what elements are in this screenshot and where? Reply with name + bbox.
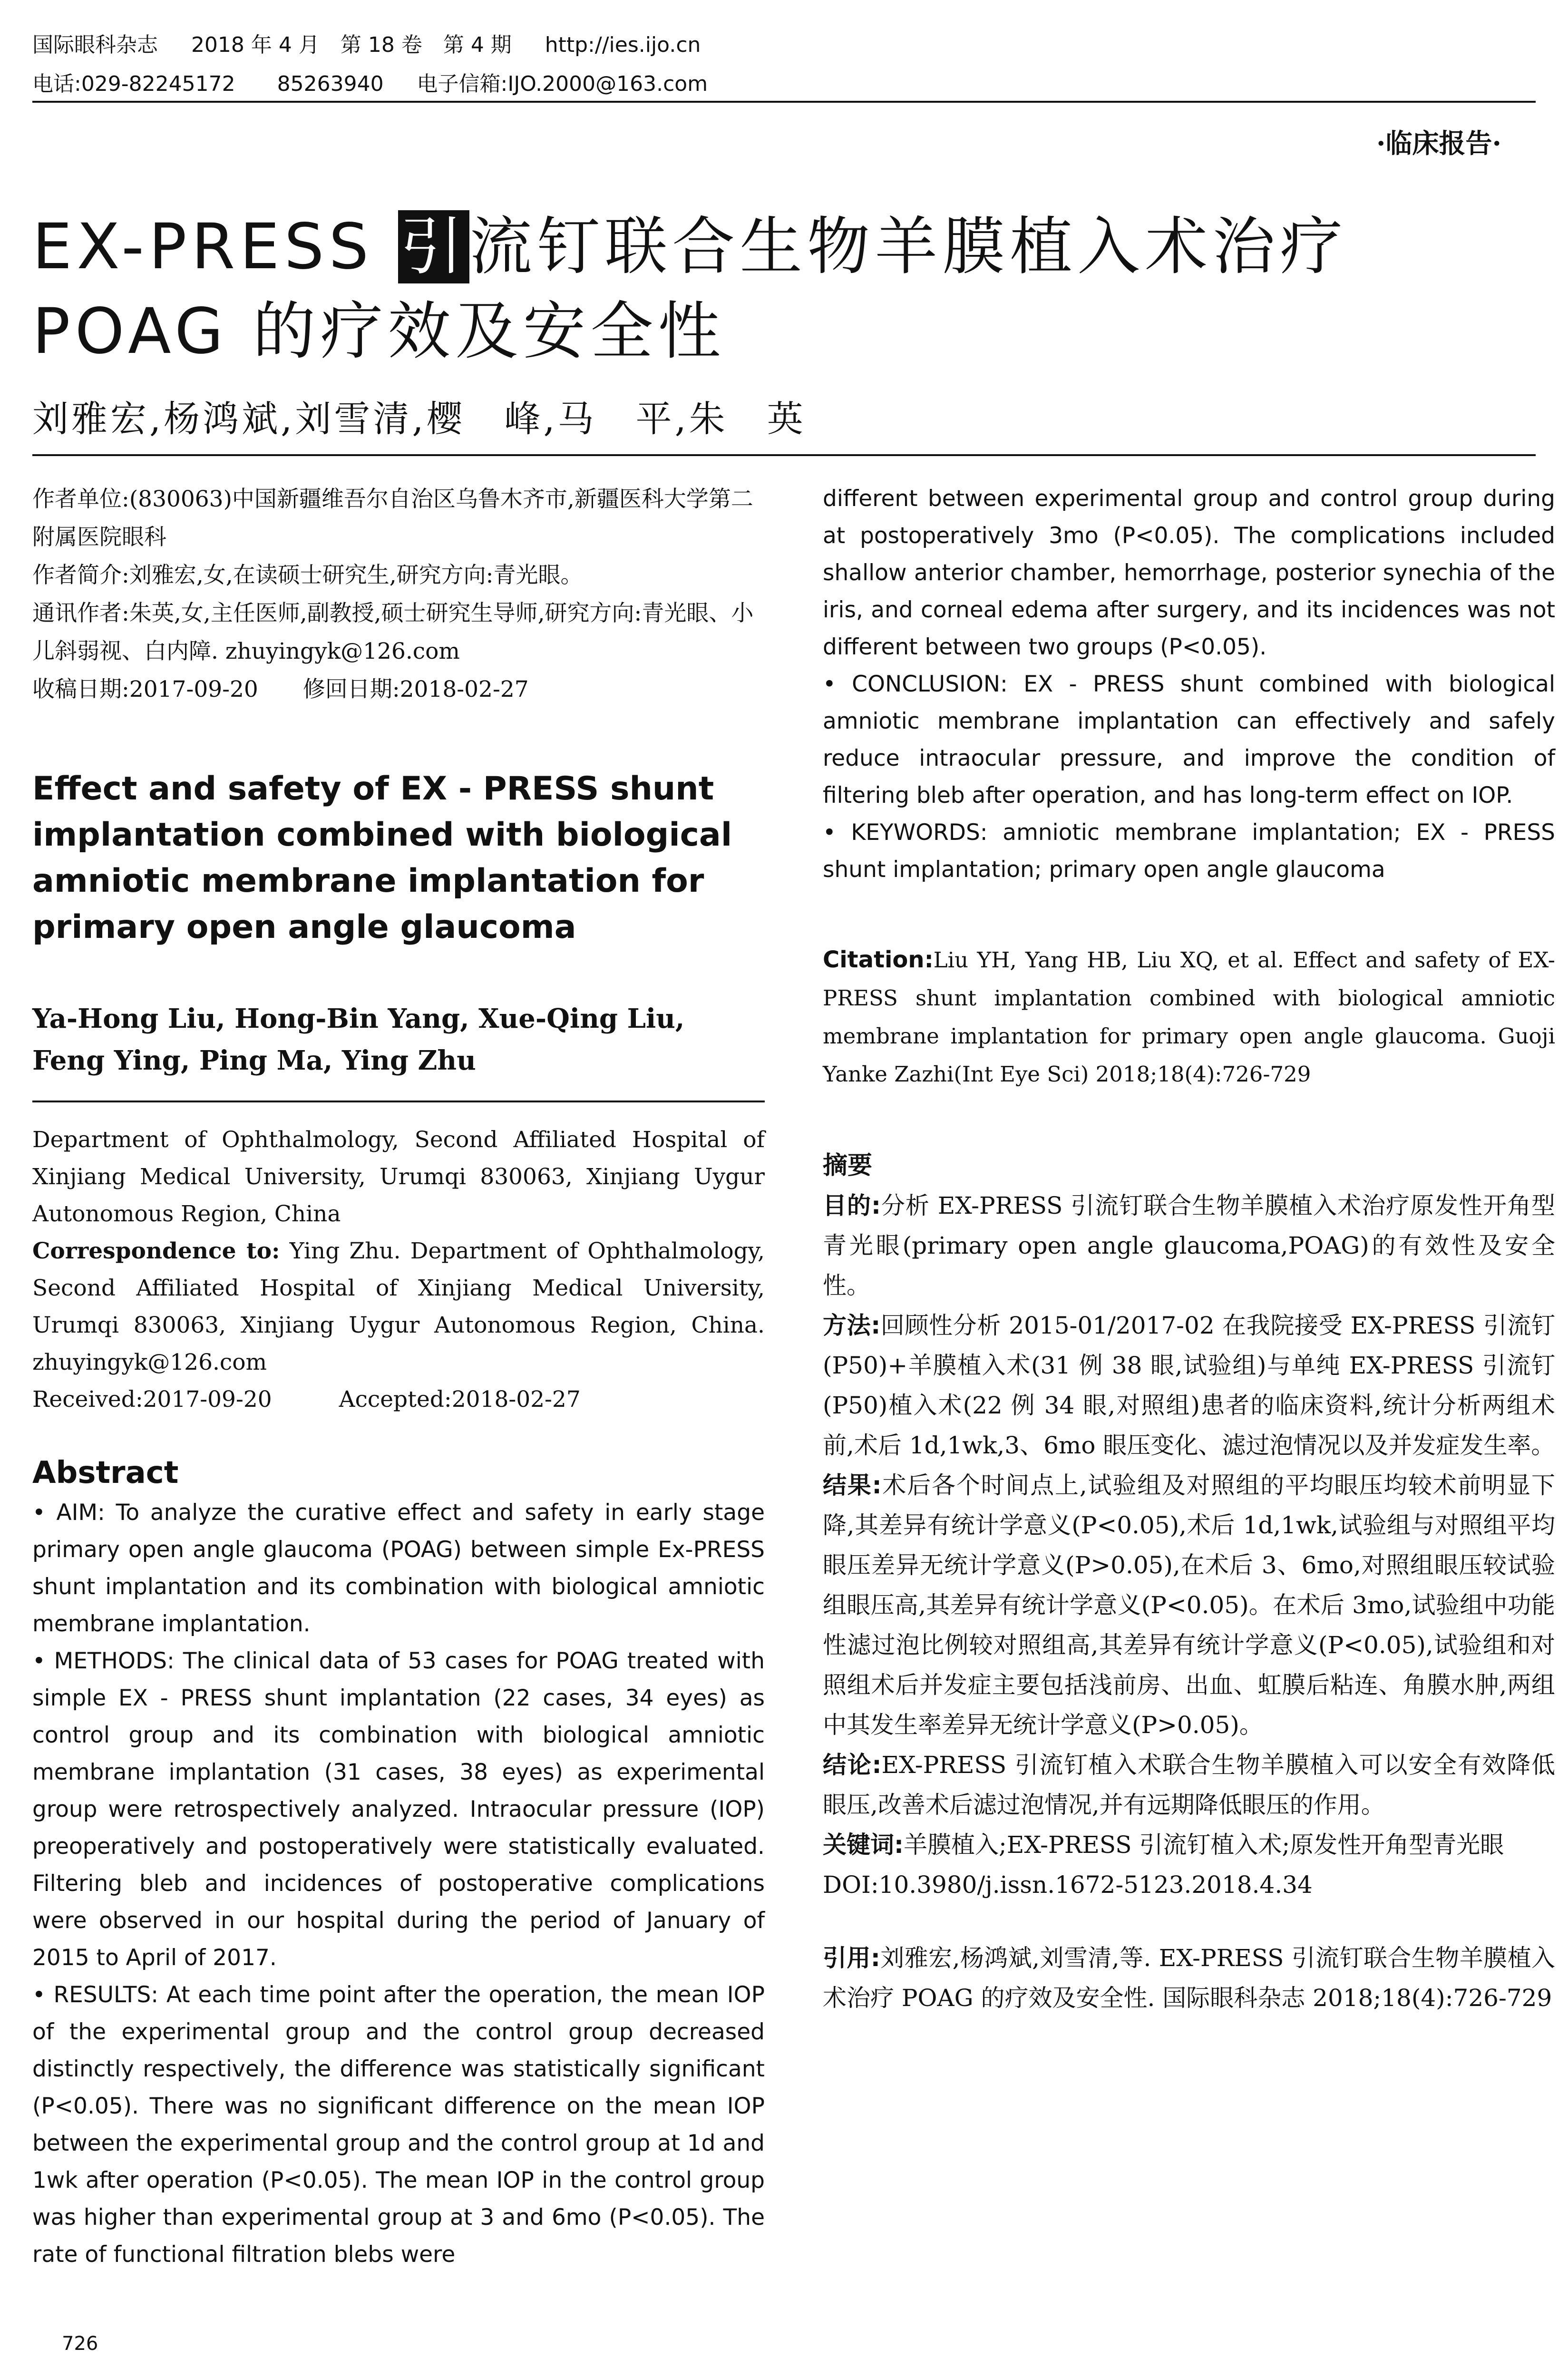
zh-results-label: 结果: [823,1471,882,1499]
zh-conclusion-label: 结论: [823,1751,882,1779]
author-corr: 通讯作者:朱英,女,主任医师,副教授,硕士研究生导师,研究方向:青光眼、小儿斜弱视、白内障. zhuyingyk@126.com [32,600,754,664]
abstract-keywords: • KEYWORDS: amniotic membrane implantation; EX - PRESS shunt implantation; primary open angle glaucoma [823,819,1555,883]
english-authors: Ya-Hong Liu, Hong-Bin Yang, Xue-Qing Liu, Feng Ying, Ping Ma, Ying Zhu [32,1003,685,1076]
journal-name: 国际眼科杂志 [32,33,158,57]
zh-citation-text: 刘雅宏,杨鸿斌,刘雪清,等. EX-PRESS 引流钉联合生物羊膜植入术治疗 POAG 的疗效及安全性. 国际眼科杂志 2018;18(4):726-729 [823,1944,1555,2012]
zh-methods-label: 方法: [823,1312,881,1339]
zh-citation-label: 引用: [823,1944,880,1972]
abstract-left [32,1494,765,2273]
title-divider [32,454,1536,456]
title-highlight: 引 [398,210,469,283]
authors-cn: 刘雅宏,杨鸿斌,刘雪清,樱 峰,马 平,朱 英 [32,398,806,440]
author-dates: 收稿日期:2017-09-20 修回日期:2018-02-27 [32,676,529,702]
zh-citation [823,1938,1555,2018]
zh-aim-label: 目的: [823,1192,881,1219]
issue-info: 2018 年 4 月 第 18 卷 第 4 期 [191,33,512,57]
section-label: ·临床报告· [1376,128,1501,159]
zh-aim-text: 分析 EX-PRESS 引流钉联合生物羊膜植入术治疗原发性开角型青光眼(primary open angle glaucoma,POAG)的有效性及安全性。 [823,1192,1555,1299]
abstract-aim: • AIM: To analyze the curative effect and safety in early stage primary open angle glaucoma (POAG) between simple Ex-PRESS shunt implantation and its combination with biological amniotic membrane implantation. [32,1500,765,1637]
zh-results [823,1465,1555,1745]
correspondence [32,1233,765,1381]
email[interactable]: 电子信箱:IJO.2000@163.com [417,72,708,96]
zh-conclusion-text: EX-PRESS 引流钉植入术联合生物羊膜植入可以安全有效降低眼压,改善术后滤过泡情况,并有远期降低眼压的作用。 [823,1751,1555,1819]
phone: 电话:029-82245172 85263940 [32,72,384,96]
english-title: Effect and safety of EX - PRESS shunt implantation combined with biological amniotic membrane implantation for primary open angle glaucoma [32,770,732,946]
received-accepted: Received:2017-09-20 Accepted:2018-02-27 [32,1386,581,1413]
affiliation-dept: Department of Ophthalmology, Second Affiliated Hospital of Xinjiang Medical University, Urumqi 830063, Xinjiang Uygur Autonomous Region, China [32,1127,765,1227]
zh-results-text: 术后各个时间点上,试验组及对照组的平均眼压均较术前明显下降,其差异有统计学意义(P<0.05),术后 1d,1wk,试验组与对照组平均眼压差异无统计学意义(P>0.05),在术后 3、6mo,对照组眼压较试验组眼压高,其差异有统计学意义(P<0.05)。在术后 3mo,试验组中功能性滤过泡比例较对照组高,其差异有统计学意义(P<0.05),试验组和对照组术后并发症主要包括浅前房、出血、虹膜后粘连、角膜水肿,两组中其发生率差异无统计学意义(P>0.05)。 [823,1471,1555,1739]
author-bio: 作者简介:刘雅宏,女,在读硕士研究生,研究方向:青光眼。 [32,562,583,588]
citation [823,941,1555,1093]
title-part1: EX-PRESS [32,210,399,283]
affiliation [32,1121,765,1418]
abstract-heading: Abstract [32,1455,179,1490]
author-unit: 作者单位:(830063)中国新疆维吾尔自治区乌鲁木齐市,新疆医科大学第二附属医院眼科 [32,486,753,550]
zh-keywords [823,1825,1555,1865]
abstract-right [823,480,1555,888]
abstract-conclusion: • CONCLUSION: EX - PRESS shunt combined with biological amniotic membrane implantation can effectively and safely reduce intraocular pressure, and improve the condition of filtering bleb after operation, and has long-term effect on IOP. [823,671,1555,809]
abstract-results-part2: different between experimental group and control group during at postoperatively 3mo (P<0.05). The complications included shallow anterior chamber, hemorrhage, posterior synechia of the iris, and corneal edema after surgery, and its incidences was not different between two groups (P<0.05). [823,486,1555,660]
zh-aim [823,1186,1555,1305]
journal-header-line2 [32,67,708,97]
title-part2: 流钉联合生物羊膜植入术治疗 POAG 的疗效及安全性 [32,210,1348,368]
correspondence-text: Ying Zhu. Department of Ophthalmology, Second Affiliated Hospital of Xinjiang Medical University, Urumqi 830063, Xinjiang Uygur Autonomous Region, China. zhuyingyk@126.com [32,1238,765,1375]
page-number: 726 [62,2333,98,2355]
abstract-results-part1: • RESULTS: At each time point after the operation, the mean IOP of the experimental group and the control group decreased distinctly respectively, the difference was statistically significant (P<0.05). There was no significant difference on the mean IOP between the experimental group and the control group at 1d and 1wk after operation (P<0.05). The mean IOP in the control group was higher than experimental group at 3 and 6mo (P<0.05). The rate of functional filtration blebs were [32,1982,765,2268]
journal-url[interactable]: http://ies.ijo.cn [545,33,701,57]
header-divider [32,101,1536,103]
zh-methods-text: 回顾性分析 2015-01/2017-02 在我院接受 EX-PRESS 引流钉(P50)+羊膜植入术(31 例 38 眼,试验组)与单纯 EX-PRESS 引流钉(P50)植入术(22 例 34 眼,对照组)患者的临床资料,统计分析两组术前,术后 1d,1wk,3、6mo 眼压变化、滤过泡情况以及并发症发生率。 [823,1312,1555,1459]
doi: DOI:10.3980/j.issn.1672-5123.2018.4.34 [823,1871,1313,1899]
zh-keywords-text: 羊膜植入;EX-PRESS 引流钉植入术;原发性开角型青光眼 [904,1831,1504,1859]
zh-abstract [823,1186,1555,1905]
citation-label: Citation: [823,946,934,973]
author-info [32,480,765,709]
correspondence-label: Correspondence to: [32,1238,280,1264]
abstract-methods: • METHODS: The clinical data of 53 cases for POAG treated with simple EX - PRESS shunt implantation (22 cases, 34 eyes) as control group and its combination with biological amniotic membrane implantation (31 cases, 38 eyes) as experimental group were retrospectively analyzed. Intraocular pressure (IOP) preoperatively and postoperatively were statistically evaluated. Filtering bleb and incidences of postoperative complications were observed in our hospital during the period of January of 2015 to April of 2017. [32,1648,765,1971]
left-column [32,480,765,2273]
citation-text: Liu YH, Yang HB, Liu XQ, et al. Effect and safety of EX-PRESS shunt implantation combined with biological amniotic membrane implantation for primary open angle glaucoma. Guoji Yanke Zazhi(Int Eye Sci) 2018;18(4):726-729 [823,947,1555,1087]
article-title [32,205,1545,374]
journal-header-line1 [32,28,701,58]
zh-methods [823,1305,1555,1465]
zh-conclusion [823,1745,1555,1825]
zh-keywords-label: 关键词: [823,1831,904,1859]
zh-abstract-heading: 摘要 [823,1151,873,1180]
right-column [823,480,1555,2018]
